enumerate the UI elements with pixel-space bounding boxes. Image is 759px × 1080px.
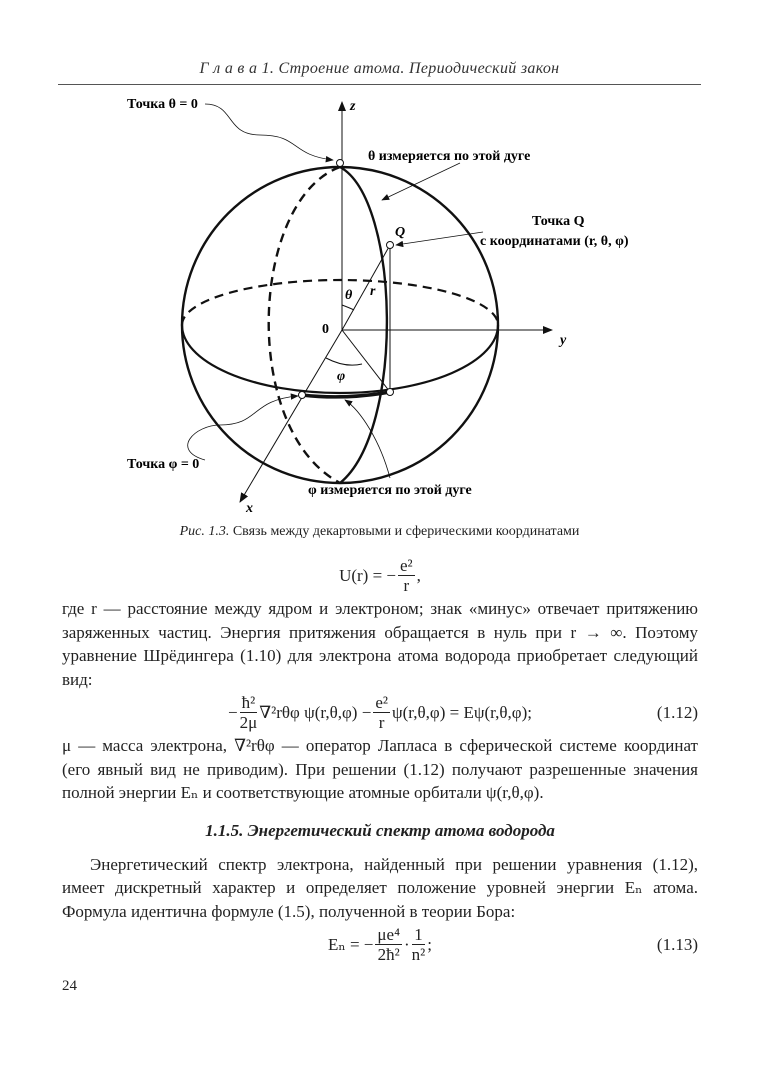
figure-caption: [0, 524, 759, 540]
label-axis-z: z: [350, 99, 356, 114]
caption-text: Связь между декартовыми и сферическими координатами: [229, 524, 580, 539]
leader-theta0: [205, 104, 333, 160]
label-point-theta0: Точка θ = 0: [127, 97, 198, 112]
paragraph-2: μ — масса электрона, ∇²rθφ — оператор Лапласа в сферической системе координат (его явный вид не приводим). При решении (1.12) получают разрешенные значения полной энергии Eₙ и соответствующие атомные орбитали ψ(r,θ,φ).: [62, 736, 698, 802]
label-axis-x: x: [246, 501, 253, 516]
eq-pre: −: [228, 702, 238, 722]
eq-den1: 2μ: [239, 713, 258, 732]
leader-q: [396, 232, 483, 245]
equation-1-13: [62, 925, 698, 964]
frac-den: r: [403, 576, 410, 595]
phi-angle-arc: [326, 358, 362, 365]
eq-num1: μe⁴: [377, 925, 400, 944]
base-line: [342, 330, 390, 392]
paragraph-1: где r — расстояние между ядром и электроном; знак «минус» отвечает притяжению заряженных частиц. Энергия притяжения обращается в нуль при r → ∞. Поэтому уравнение Шрёдингера (1.10) для электрона атома водорода приобретает следующий вид:: [62, 599, 698, 689]
meridian-front: [340, 167, 387, 483]
label-r: r: [370, 284, 376, 299]
label-point-q-1: Точка Q: [532, 214, 585, 229]
label-phi-arc: φ измеряется по этой дуге: [308, 483, 472, 498]
caption-prefix: Рис. 1.3.: [179, 524, 230, 539]
point-phi0: [299, 392, 306, 399]
sphere-outline: [182, 167, 498, 483]
label-theta: θ: [345, 288, 353, 303]
equation-number-1-13: (1.13): [656, 934, 698, 954]
eq-den1: 2ħ²: [377, 945, 400, 964]
point-theta0: [337, 160, 344, 167]
point-q: [387, 242, 394, 249]
leader-theta-arc: [382, 163, 460, 200]
eq-den2: n²: [411, 945, 426, 964]
body-text: [62, 554, 698, 995]
eq-num2: e²: [375, 693, 388, 712]
label-q: Q: [395, 225, 406, 240]
spherical-coordinates-figure: [0, 0, 759, 520]
eq-lhs: Eₙ = −: [327, 934, 374, 954]
eq-den2: r: [378, 713, 385, 732]
paragraph-3: Энергетический спектр электрона, найденный при решении уравнения (1.12), имеет дискретный характер и определяет положение уровней энергии Eₙ атома. Формула идентична формуле (1.5), полученной в теории Бора:: [62, 854, 698, 921]
point-q-projection: [387, 389, 394, 396]
equation-number-1-12: (1.12): [656, 702, 698, 722]
eq-dot: ·: [404, 934, 410, 954]
label-axis-y: y: [560, 333, 567, 348]
equation-1-12: [62, 693, 698, 732]
eq-post: ψ(r,θ,φ) = Eψ(r,θ,φ);: [391, 702, 532, 722]
label-origin: 0: [322, 322, 329, 337]
frac-num: e²: [400, 556, 413, 575]
eq-num1: ħ²: [240, 693, 258, 713]
eq-tail: ;: [427, 934, 433, 954]
theta-angle-arc: [342, 305, 354, 310]
equator-back: [182, 280, 498, 325]
section-heading: 1.1.5. Энергетический спектр атома водорода: [205, 820, 555, 840]
running-header: Г л а в а 1. Строение атома. Периодический закон: [199, 60, 560, 77]
formula-potential: [62, 556, 698, 595]
formula-tail: ,: [416, 565, 421, 585]
eq-mid: ∇²rθφ ψ(r,θ,φ) −: [259, 702, 372, 722]
label-phi: φ: [337, 369, 346, 384]
label-theta-arc: θ измеряется по этой дуге: [368, 149, 531, 164]
label-point-q-2: с координатами (r, θ, φ): [480, 234, 629, 249]
page-number: 24: [62, 978, 77, 994]
formula-lhs: U(r) = −: [339, 565, 397, 585]
label-point-phi0: Точка φ = 0: [127, 457, 200, 472]
eq-num2: 1: [412, 925, 426, 945]
